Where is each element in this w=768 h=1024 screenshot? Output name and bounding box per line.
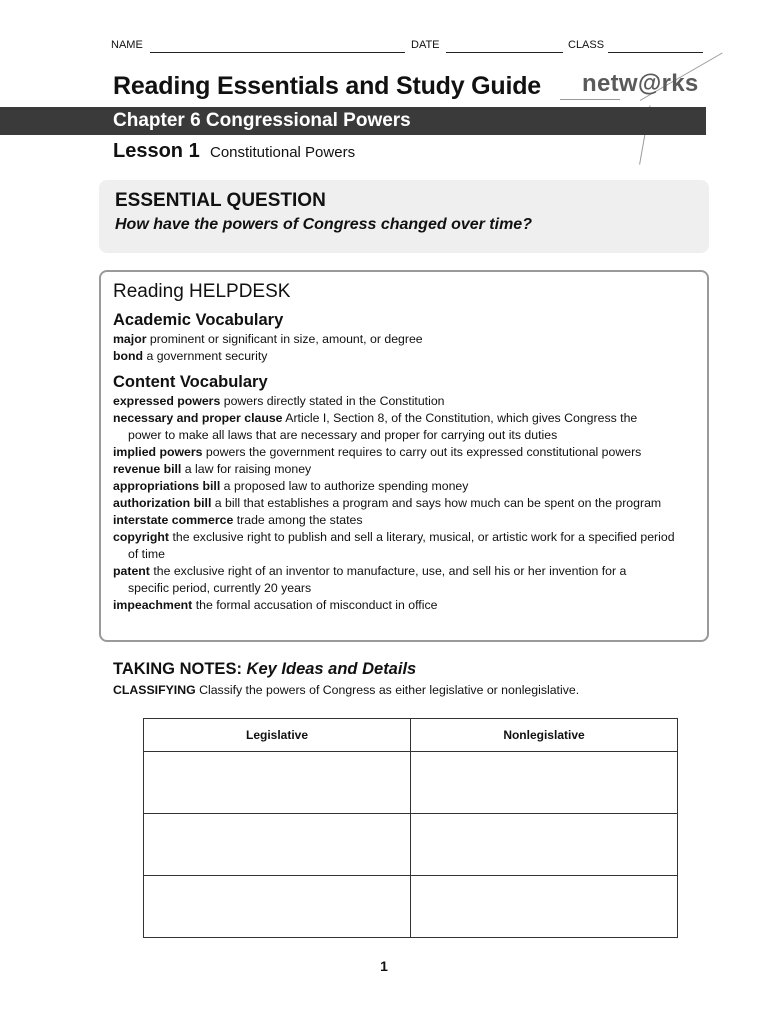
vocab-item-continuation: specific period, currently 20 years — [128, 581, 312, 595]
essential-question-heading: ESSENTIAL QUESTION — [115, 190, 326, 211]
name-field[interactable] — [150, 52, 405, 53]
vocab-item: authorization bill a bill that establishes a program and says how much can be spent on the program — [113, 496, 662, 510]
essential-question-text: How have the powers of Congress changed over time? — [115, 216, 532, 233]
vocab-item: interstate commerce trade among the states — [113, 513, 363, 527]
nonlegislative-cell[interactable] — [411, 814, 678, 876]
table-row — [144, 814, 678, 876]
class-field[interactable] — [608, 52, 703, 53]
legislative-column-header: Legislative — [144, 719, 411, 752]
vocab-item: expressed powers powers directly stated in the Constitution — [113, 394, 445, 408]
table-row — [144, 876, 678, 938]
taking-notes-instruction: CLASSIFYING Classify the powers of Congress as either legislative or nonlegislative. — [113, 683, 580, 697]
table-header-row — [144, 719, 678, 752]
table-row — [144, 752, 678, 814]
legislative-cell[interactable] — [144, 814, 411, 876]
classification-table — [143, 718, 678, 938]
legislative-cell[interactable] — [144, 752, 411, 814]
vocab-item: patent the exclusive right of an inventor to manufacture, use, and sell his or her invention for a — [113, 564, 627, 578]
vocab-item: revenue bill a law for raising money — [113, 462, 312, 476]
vocab-item-continuation: of time — [128, 547, 165, 561]
date-label: DATE — [411, 39, 440, 51]
page-number: 1 — [380, 958, 388, 974]
lesson-subtitle: Constitutional Powers — [210, 144, 356, 161]
content-vocabulary-heading: Content Vocabulary — [113, 373, 268, 391]
vocab-item: necessary and proper clause Article I, Section 8, of the Constitution, which gives Congress the — [113, 411, 638, 425]
vocab-item: impeachment the formal accusation of misconduct in office — [113, 598, 438, 612]
vocab-item: implied powers powers the government requires to carry out its expressed constitutional powers — [113, 445, 642, 459]
nonlegislative-column-header: Nonlegislative — [411, 719, 678, 752]
taking-notes-heading: TAKING NOTES: Key Ideas and Details — [113, 660, 417, 678]
nonlegislative-cell[interactable] — [411, 752, 678, 814]
logo-swoosh-left — [560, 99, 620, 100]
vocab-item: bond a government security — [113, 349, 268, 363]
legislative-cell[interactable] — [144, 876, 411, 938]
vocab-item: copyright the exclusive right to publish and sell a literary, musical, or artistic work for a specified period — [113, 530, 675, 544]
date-field[interactable] — [446, 52, 563, 53]
vocab-item: appropriations bill a proposed law to authorize spending money — [113, 479, 469, 493]
vocab-item: major prominent or significant in size, amount, or degree — [113, 332, 423, 346]
helpdesk-heading: Reading HELPDESK — [113, 281, 291, 302]
content-vocabulary-list — [113, 393, 693, 614]
lesson-label: Lesson 1 — [113, 140, 200, 162]
chapter-title: Chapter 6 Congressional Powers — [113, 110, 411, 131]
networks-logo: netw@rks — [582, 70, 699, 97]
academic-vocabulary-heading: Academic Vocabulary — [113, 311, 284, 329]
page-title: Reading Essentials and Study Guide — [113, 72, 542, 100]
academic-vocabulary-list — [113, 331, 693, 365]
name-label: NAME — [111, 39, 143, 51]
class-label: CLASS — [568, 39, 605, 51]
nonlegislative-cell[interactable] — [411, 876, 678, 938]
vocab-item-continuation: power to make all laws that are necessary and proper for carrying out its duties — [128, 428, 558, 442]
